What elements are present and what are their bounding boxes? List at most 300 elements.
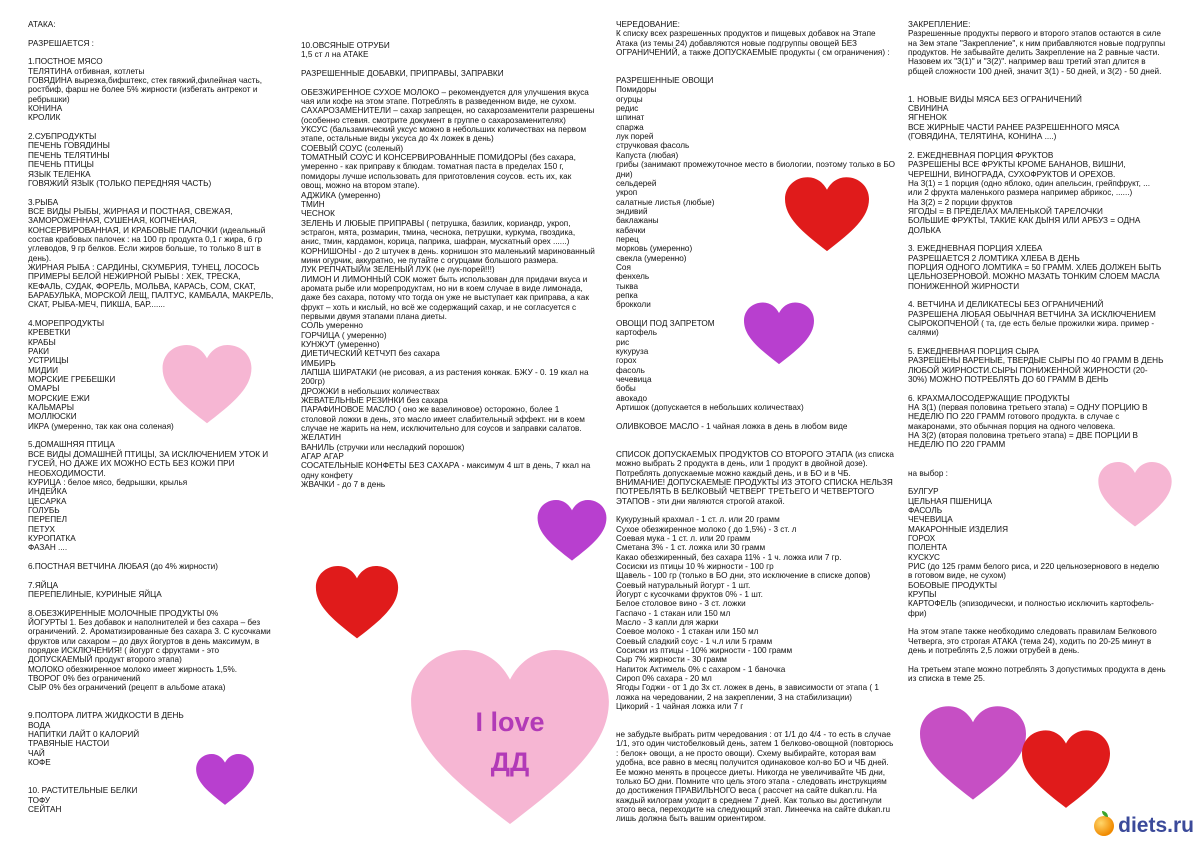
text-line: стручковая фасоль <box>616 141 690 151</box>
text-line <box>28 599 296 608</box>
text-line: одну конфету <box>301 470 353 480</box>
text-line: ребрышки) <box>28 94 70 104</box>
text-line: ЧЕРЕШНИ, ВИНОГРАДА, СУХОФРУКТОВ И ОРЕХОВ. <box>908 169 1116 179</box>
text-line: ПОТРЕБЛЯТЬ В БЕЛКОВЫЙ ЧЕТВЕРГ ТРЕТЬЕГО И ЧЕТВЕРТОГО <box>616 487 875 497</box>
alternation-column <box>616 20 904 824</box>
text-line: ЖЕЛАТИН <box>301 433 342 443</box>
text-line <box>908 291 1174 300</box>
text-line: ВОДА <box>28 720 51 730</box>
text-line: ДРОЖЖИ в небольших количествах <box>301 386 440 396</box>
text-line: 10.ОВСЯНЫЕ ОТРУБИ <box>301 41 390 50</box>
text-line: 1. НОВЫЕ ВИДЫ МЯСА БЕЗ ОГРАНИЧЕНИЙ <box>908 94 1082 104</box>
text-line: 9.ПОЛТОРА ЛИТРА ЖИДКОСТИ В ДЕНЬ <box>28 711 184 721</box>
text-line <box>28 431 296 440</box>
text-line: 2.СУБПРОДУКТЫ <box>28 132 97 142</box>
text-line: КОНИНА <box>28 104 63 114</box>
text-line: Ягоды Годжи - от 1 до 3х ст. ложек в день, в зависимости от этапа ( 1 <box>616 683 879 693</box>
text-line: Масло - 3 капли для жарки <box>616 618 719 627</box>
text-line: ПЕЧЕНЬ ГОВЯДИНЫ <box>28 141 110 151</box>
text-line: чая или кофе на этом этапе. Потреблять в разведенном виде, не сухом. <box>301 97 577 107</box>
text-line <box>908 450 1174 459</box>
love-line-1: I love <box>475 707 545 737</box>
text-line: ОВОЩИ ПОД ЗАПРЕТОМ <box>616 319 715 328</box>
text-line: ЖВАЧКИ - до 7 в день <box>301 480 386 490</box>
text-line: НА 3(2) (вторая половина третьего этапа) = ДВЕ ПОРЦИИ В <box>908 431 1138 441</box>
text-line: ОЛИВКОВОЕ МАСЛО - 1 чайная ложка в день в любом виде <box>616 421 848 431</box>
text-line: шпинат <box>616 113 645 123</box>
logo-text: diets.ru <box>1118 814 1194 837</box>
text-line: КАРТОФЕЛЬ (эпизодически, и полностью исключить картофель- <box>908 599 1154 609</box>
text-line <box>616 431 904 440</box>
text-line: ФАЗАН .... <box>28 543 68 553</box>
text-line: РАЗРЕШЕННЫЕ ДОБАВКИ, ПРИПРАВЫ, ЗАПРАВКИ <box>301 69 504 79</box>
text-line: 30%) МОЖНО ПОТРЕБЛЯТЬ ДО 60 ГРАММ В ДЕНЬ <box>908 375 1109 385</box>
love-line-2: ДД <box>490 747 530 777</box>
text-line: СЫР 0% без ограничений (рецепт в альбоме атака) <box>28 683 226 693</box>
text-line: КУРОПАТКА <box>28 533 76 543</box>
text-line: ЗАМОРОЖЕННАЯ, СУШЕНАЯ, КОПЧЕНАЯ, <box>28 216 197 226</box>
text-line: ТРАВЯНЫЕ НАСТОИ <box>28 739 110 749</box>
text-line: ростбиф, фарш не более 5% жирности (избегать антрекот и <box>28 85 258 95</box>
text-line: 3.РЫБА <box>28 197 59 207</box>
text-line: удобна, все равно в месяц получится одинаковое кол-во БО и ЧБ дней. <box>616 758 889 768</box>
text-line: ЦЕЛЬНАЯ ПШЕНИЦА <box>908 496 992 506</box>
text-line: ПЕРЕПЕЛИНЫЕ, КУРИНЫЕ ЯЙЦА <box>28 589 162 599</box>
text-line: 8.ОБЕЗЖИРЕННЫЕ МОЛОЧНЫЕ ПРОДУКТЫ 0% <box>28 608 219 618</box>
text-line: Разрешенные продукты первого и второго этапов остаются в силе <box>908 29 1161 39</box>
text-line: КАЛЬМАРЫ <box>28 403 74 413</box>
text-line: дни) <box>616 169 633 179</box>
text-line: ВСЕ ВИДЫ РЫБЫ, ЖИРНАЯ И ПОСТНАЯ, СВЕЖАЯ, <box>28 206 233 216</box>
text-line: на выбор : <box>908 468 948 478</box>
text-line: (ГОВЯДИНА, ТЕЛЯТИНА, КОНИНА ....) <box>908 132 1057 142</box>
text-line: ПАРАФИНОВОЕ МАСЛО ( оно же вазелиновое) осторожно, более 1 <box>301 405 560 415</box>
text-line: ТОМАТНЫЙ СОУС И КОНСЕРВИРОВАННЫЕ ПОМИДОРЫ (без сахара, <box>301 153 576 163</box>
text-line: Соевый сладкий соус - 1 ч.л или 5 грамм <box>616 636 773 646</box>
text-line: Соевое молоко - 1 стакан или 150 мл <box>616 627 759 637</box>
text-line <box>28 123 296 132</box>
text-line: Соя <box>616 262 631 272</box>
text-line: до достижения ПРАВИЛЬНОГО веса ( рассчет на сайте dukan.ru. На <box>616 786 877 796</box>
text-line: На 3(1) = 1 порция (одно яблоко, один апельсин, грейпфрукт, ... <box>908 178 1151 188</box>
text-line: ПОНИЖЕННОЙ ЖИРНОСТИ <box>908 281 1020 291</box>
text-line: 6.ПОСТНАЯ ВЕТЧИНА ЛЮБАЯ (до 4% жирности) <box>28 561 218 571</box>
text-line: состав крабовых палочек : на 100 гр продукта 0,1 г жира, 6 гр <box>28 234 263 244</box>
heart-icon <box>535 500 609 562</box>
text-line: Сироп 0% сахара - 20 мл <box>616 674 712 684</box>
text-line: КРУПЫ <box>908 589 937 599</box>
text-line: КУСКУС <box>908 552 940 562</box>
text-line: ЦЕСАРКА <box>28 496 67 506</box>
text-line: макаронами, это обычная порция на одного человека. <box>908 421 1116 431</box>
text-line: ложка на чередовании, 2 на закреплении, 3 на стабилизации) <box>616 692 852 702</box>
text-line: КУРИЦА : белое мясо, бедрышки, крылья <box>28 477 188 487</box>
text-line: Гаспачо - 1 стакан или 150 мл <box>616 608 731 618</box>
text-line <box>28 571 296 580</box>
text-line: чечевица <box>616 375 652 385</box>
text-line: ЛУК РЕПЧАТЫЙ/и ЗЕЛЕНЫЙ ЛУК (не лук-порей!!!) <box>301 265 495 275</box>
text-line: НА 3(1) (первая половина третьего этапа) = ОДНУ ПОРЦИЮ В <box>908 403 1148 413</box>
text-line: рис <box>616 337 630 347</box>
text-line: ГОВЯДИНА вырезка,бифштекс, стек гвяжий,филейная часть, <box>28 76 263 86</box>
text-line: овощ, можно на втором этапе). <box>301 181 420 191</box>
text-line <box>301 78 595 87</box>
text-line: Ее можно менять в процессе диеты. Никогда не увеличивайте ЧБ дни, <box>616 767 886 777</box>
apple-icon <box>1094 816 1114 836</box>
text-line: ПЕРЕПЕЛ <box>28 515 67 525</box>
text-line: ЙОГУРТЫ 1. Без добавок и наполнителей и без сахара – без <box>28 618 261 627</box>
text-line: Капуста (любая) <box>616 150 679 160</box>
text-line: ОМАРЫ <box>28 384 60 394</box>
text-line: огурцы <box>616 94 643 104</box>
text-line: продуктов. Не забывайте делить Закрепление на 2 равные части. <box>908 48 1160 58</box>
text-line: ГОРОХ <box>908 533 936 543</box>
text-line: первыми двумя этапами плана диеты. <box>301 311 447 321</box>
text-line: горох <box>616 356 637 366</box>
text-line: На третьем этапе можно потреблять 3 допустимых продукта в день <box>908 664 1166 674</box>
text-line: 7.ЯЙЦА <box>28 580 59 590</box>
text-line: 4.МОРЕПРОДУКТЫ <box>28 319 105 328</box>
text-line: ЛАПША ШИРАТАКИ (не рисовая, а из растения конжак. БЖУ - 0. 19 ккал на <box>301 368 589 378</box>
text-line: эстрагон, мята, розмарин, тмина, чеснока, петрушки, куркума, гвоздика, <box>301 227 576 237</box>
text-line <box>908 85 1174 94</box>
text-line: (особенно стевия. смотрите документ в группе о сахарозаменителях) <box>301 115 566 125</box>
text-line <box>301 60 595 69</box>
text-line: Йогурт с кусочками фруктов 0% - 1 шт. <box>616 589 763 599</box>
text-line: грибы (занимают промежуточное место в биологии, поэтому только в БО <box>616 160 896 170</box>
text-line: салями) <box>908 328 939 338</box>
text-line: МИДИИ <box>28 365 59 375</box>
text-line: Сосиски из птицы 10 % жирности - 100 гр <box>616 561 774 571</box>
consolidation-column <box>908 20 1174 683</box>
text-line: каждый килограм уходит в среднем 7 дней. Как только вы достигнули <box>616 795 882 805</box>
text-line: 2. ЕЖЕДНЕВНАЯ ПОРЦИЯ ФРУКТОВ <box>908 150 1054 160</box>
text-line: углеводов, 9 гр белков. Если жиров больше, то только 8 шт в <box>28 244 261 254</box>
text-line: МОЛЛЮСКИ <box>28 412 77 422</box>
heart-icon <box>158 345 256 425</box>
text-line: ПРИМЕРЫ БЕЛОЙ НЕЖИРНОЙ РЫБЫ : ХЕК, ТРЕСКА, <box>28 272 241 282</box>
text-line: ВНИМАНИЕ! ДОПУСКАЕМЫЕ ПРОДУКТЫ ИЗ ЭТОГО СПИСКА НЕЛЬЗЯ <box>616 477 893 487</box>
text-line: Сыр 7% жирности - 30 грамм <box>616 655 727 665</box>
text-line: из списка в теме 25. <box>908 674 986 684</box>
text-line: ВСЕ ЖИРНЫЕ ЧАСТИ РАНЕЕ РАЗРЕШЕННОГО МЯСА <box>908 122 1120 132</box>
text-line: ВАНИЛЬ (стручки или несладкий порошок) <box>301 442 465 452</box>
text-line: Потреблять допускаемые можно каждый день, и в БО и в ЧБ. <box>616 468 851 478</box>
text-line: 10. РАСТИТЕЛЬНЫЕ БЕЛКИ <box>28 786 138 796</box>
text-line: 200гр) <box>301 377 325 387</box>
text-line <box>616 412 904 421</box>
text-line: КРЕВЕТКИ <box>28 328 71 338</box>
text-line: 4. ВЕТЧИНА И ДЕЛИКАТЕСЫ БЕЗ ОГРАНИЧЕНИЙ <box>908 300 1104 310</box>
text-line: лишь должна быть вашим ориентиром. <box>616 814 767 824</box>
text-line <box>616 57 904 66</box>
text-line: РАЗРЕШАЕТСЯ : <box>28 38 94 48</box>
text-line: СОЛЬ умеренно <box>301 321 363 331</box>
text-line: НЕДЕЛЮ ПО 220 ГРАММ готового продукта. в случае с <box>908 412 1120 422</box>
text-line: в готовом виде, не сухом) <box>908 571 1006 581</box>
text-line: РАЗРЕШЕННЫЕ ОВОЩИ <box>616 76 714 86</box>
text-line: ЭТАПОВ - эти дни являются строгой атакой. <box>616 496 785 506</box>
love-heart <box>410 650 610 828</box>
text-line: ЦЕЛЬНОЗЕРНОВОЙ. МОЖНО МАЗАТЬ ТОНКИМ СЛОЕМ МАСЛА <box>908 272 1160 282</box>
text-line: На этом этапе также необходимо следовать правилам Белкового <box>908 627 1157 637</box>
text-line: день). <box>28 253 52 263</box>
text-line <box>28 188 296 197</box>
text-line <box>28 553 296 562</box>
text-line: ЯЗЫК ТЕЛЕНКА <box>28 169 91 179</box>
text-line: НЕОБХОДИМОСТИ. <box>28 468 106 478</box>
text-line: Соевая мука - 1 ст. л. или 20 грамм <box>616 533 751 543</box>
text-line: Сухое обезжиренное молоко ( до 1,5%) - 3 ст. л <box>616 524 797 534</box>
text-line: Белое столовое вино - 3 ст. ложки <box>616 599 746 609</box>
text-line <box>908 618 1174 627</box>
text-line: ОГРАНИЧЕНИЙ, а также ДОПУСКАЕМЫЕ продукты ( см ограничения) : <box>616 48 890 58</box>
text-line <box>28 310 296 319</box>
text-line: 5.ДОМАШНЯЯ ПТИЦА <box>28 440 115 450</box>
text-line: не забудьте выбрать ритм чередования : от 1/1 до 4/4 - то есть в случае <box>616 730 891 740</box>
text-line: ЖЕВАТЕЛЬНЫЕ РЕЗИНКИ без сахара <box>301 396 448 406</box>
text-line <box>28 693 296 702</box>
text-line: помидоры лучше использовать для приготовления соусов. есть их, как <box>301 171 572 181</box>
text-line: УКСУС (бальзамический уксус можно в небольших количествах на первом <box>301 125 587 135</box>
text-line: РАЗРЕШЕНЫ ВСЕ ФРУКТЫ КРОМЕ БАНАНОВ, ВИШНИ, <box>908 160 1126 170</box>
text-line: МОРСКИЕ ЕЖИ <box>28 393 90 403</box>
text-line: ПЕЧЕНЬ ТЕЛЯТИНЫ <box>28 150 110 160</box>
text-line: спаржа <box>616 122 644 132</box>
text-line: БАРАБУЛЬКА, МОРСКОЙ ЛЕЩ, ПАЛТУС, КАМБАЛА, МАКРЕЛЬ, <box>28 290 274 300</box>
heart-icon <box>1022 726 1110 814</box>
text-line: ЯГОДЫ = В ПРЕДЕЛАХ МАЛЕНЬКОЙ ТАРЕЛОЧКИ <box>908 206 1103 216</box>
text-line: фри) <box>908 608 927 618</box>
text-line: ЧЕРЕДОВАНИЕ: <box>616 20 680 29</box>
text-line: 1,5 ст л на АТАКЕ <box>301 50 369 60</box>
text-line: МОЛОКО обезжиренное молоко имеет жирность 1,5%. <box>28 664 238 674</box>
text-line: тыква <box>616 281 639 291</box>
text-line: СКАТ, РЫБА-МЕЧ, ПИКША, БАР....... <box>28 300 166 310</box>
text-line: ФАСОЛЬ <box>908 505 943 515</box>
text-line: КУНЖУТ (умеренно) <box>301 340 380 349</box>
text-line: КОФЕ <box>28 758 51 768</box>
text-line: картофель <box>616 328 657 338</box>
text-line: 5. ЕЖЕДНЕВНАЯ ПОРЦИЯ СЫРА <box>908 347 1039 357</box>
text-line <box>908 141 1174 150</box>
text-line: Цикорий - 1 чайная ложка или 7 г <box>616 702 744 712</box>
text-line: СВИНИНА <box>908 104 949 114</box>
text-line: ОБЕЗЖИРЕННОЕ СУХОЕ МОЛОКО – рекомендуется для улучшения вкуса <box>301 87 589 97</box>
text-line: авокадо <box>616 393 648 403</box>
text-line: ИНДЕЙКА <box>28 487 67 497</box>
text-line: рбщей сложности 100 дней, значит 3(1) - 50 дней, и 3(2) - 50 дней. <box>908 66 1162 76</box>
text-line: СПИСОК ДОПУСКАЕМЫХ ПРОДУКТОВ СО ВТОРОГО ЭТАПА (из списка <box>616 449 894 459</box>
text-line: 1.ПОСТНОЕ МЯСО <box>28 57 103 67</box>
heart-icon <box>785 173 869 257</box>
heart-icon <box>744 302 814 366</box>
text-line: РАЗРЕШЕНА ЛЮБАЯ ОБЫЧНАЯ ВЕТЧИНА ЗА ИСКЛЮЧЕНИЕМ <box>908 309 1156 319</box>
text-line: СОСАТЕЛЬНЫЕ КОНФЕТЫ БЕЗ САХАРА - максимум 4 шт в день, 7 ккал на <box>301 461 591 471</box>
text-line: бобы <box>616 384 636 394</box>
text-line: УСТРИЦЫ <box>28 356 69 366</box>
text-line: ЗЕЛЕНЬ И ЛЮБЫЕ ПРИПРАВЫ ( петрушка, базилик, кориандр, укроп, <box>301 218 571 228</box>
text-line: Сосиски из птицы - 10% жирности - 100 грамм <box>616 646 793 656</box>
text-line: СЫРОКОПЧЕНОЙ ( та, где есть белые прожилки жира. пример - <box>908 319 1155 328</box>
text-line: лук порей <box>616 132 654 142</box>
text-line: только БО дни. Помните что цель этого этапа - следовать инструкциям <box>616 776 887 786</box>
text-line: СЕЙТАН <box>28 804 62 814</box>
text-line <box>616 721 904 730</box>
text-line <box>616 440 904 449</box>
text-line <box>616 711 904 720</box>
text-line: АГАР АГАР <box>301 452 344 462</box>
text-line: ВСЕ ВИДЫ ДОМАШНЕЙ ПТИЦЫ, ЗА ИСКЛЮЧЕНИЕМ УТОК И <box>28 449 269 459</box>
text-line: порядке ИСКЛЮЧЕНИЯ! ( йогурт с фруктами - это <box>28 646 220 656</box>
text-line: ЗАКРЕПЛЕНИЕ: <box>908 20 971 29</box>
text-line: Соевый натуральный йогурт - 1 шт. <box>616 580 751 590</box>
text-line <box>28 702 296 711</box>
text-line: ЛЮБОЙ ЖИРНОСТИ.СЫРЫ ПОНИЖЕННОЙ ЖИРНОСТИ (20- <box>908 365 1148 375</box>
text-line: ЖИРНАЯ РЫБА : САРДИНЫ, СКУМБРИЯ, ТУНЕЦ, ЛОСОСЬ <box>28 262 260 272</box>
text-line: ГОРЧИЦА ( умеренно) <box>301 330 387 340</box>
text-line: Кукурузный крахмал - 1 ст. л. или 20 грамм <box>616 515 780 525</box>
text-line: морковь (умеренно) <box>616 244 693 254</box>
text-line: ЧЕСНОК <box>301 209 335 219</box>
text-line: ДОЛЬКА <box>908 225 941 235</box>
text-line <box>28 48 296 57</box>
text-line: фенхель <box>616 272 650 282</box>
text-line: Назовем их "3(1)" и "3(2)". например ваш третий этап длится в <box>908 57 1146 67</box>
text-line: укроп <box>616 188 638 198</box>
text-line <box>908 384 1174 393</box>
heart-icon <box>313 566 401 640</box>
text-line: ГОВЯЖИЙ ЯЗЫК (ТОЛЬКО ПЕРЕДНЯЯ ЧАСТЬ) <box>28 178 212 188</box>
text-line: ЧЕЧЕВИЦА <box>908 515 953 525</box>
text-line <box>908 338 1174 347</box>
text-line: САХАРОЗАМЕНИТЕЛИ – сахар запрещен, но сахарозаменители разрешены <box>301 106 595 116</box>
text-line: свекла (умеренно) <box>616 253 687 263</box>
text-line: кукуруза <box>616 347 649 357</box>
text-line: эндивий <box>616 206 648 216</box>
text-line <box>908 76 1174 85</box>
text-line: НАПИТКИ ЛАЙТ 0 КАЛОРИЙ <box>28 730 140 740</box>
text-line: ПОЛЕНТА <box>908 543 948 553</box>
text-line: : белок+ овощи, а не просто овощи). Схему выбирайте, которая вам <box>616 748 876 758</box>
text-line <box>908 655 1174 664</box>
text-line: НЕДЕЛЮ ПО 220 ГРАММ <box>908 440 1006 450</box>
text-line: БОБОВЫЕ ПРОДУКТЫ <box>908 580 997 590</box>
text-line: Артишок (допускается в небольших количествах) <box>616 403 804 413</box>
text-line: КОРНИШОНЫ - до 2 штучек в день. корнишон это маленький маринованный <box>301 246 595 256</box>
text-line: Четверга, это строгая АТАКА (тема 24), ходить по 20-25 минут в <box>908 636 1152 646</box>
text-line: можно выбрать 2 продукта в день, или 1 продукт в двойной дозе). <box>616 459 868 469</box>
text-line: ЯГНЕНОК <box>908 113 947 123</box>
text-line: РИС (до 125 грамм белого риса, и 220 цельнозернового в неделю <box>908 561 1160 571</box>
text-line: Помидоры <box>616 85 657 95</box>
text-line: БОЛЬШИЕ ФРУКТЫ, ТАКИЕ КАК ДЫНЯ ИЛИ АРБУЗ = ОДНА <box>908 216 1141 226</box>
text-line: АТАКА: <box>28 20 56 29</box>
text-line: кабачки <box>616 225 646 235</box>
text-line: случае не жарить на нем, исключительно для соусов и заправки салатов. <box>301 424 582 434</box>
text-line: 1/1, это один чистобелковый день, затем 1 белково-овощной (повторюсь <box>616 739 894 749</box>
text-line: ПОРЦИЯ ОДНОГО ЛОМТИКА = 50 ГРАММ. ХЛЕБ ДОЛЖЕН БЫТЬ <box>908 262 1162 272</box>
text-line: ЛИМОН И ЛИМОННЫЙ СОК может быть использован для придачи вкуса и <box>301 274 588 284</box>
text-line: мини огурчик, аккуратно, не путайте с огурцами большого размера. <box>301 255 559 265</box>
text-line: ЧАЙ <box>28 748 45 758</box>
text-line: ГУСЕЙ, НО ДАЖЕ ИХ МОЖНО ЕСТЬ БЕЗ КОЖИ ПРИ <box>28 459 235 469</box>
text-line <box>908 235 1174 244</box>
text-line: КЕФАЛЬ, СУДАК, ФОРЕЛЬ, МОЛЬВА, КАРАСЬ, СОМ, СКАТ, <box>28 281 256 291</box>
text-line: РАЗРЕШЕНЫ ВАРЕНЫЕ, ТВЕРДЫЕ СЫРЫ ПО 40 ГРАММ В ДЕНЬ <box>908 356 1164 366</box>
text-line <box>616 67 904 76</box>
text-line: фрукт – хоть и кислый, но всё же содержащий сахар, и не согласуется с <box>301 302 577 312</box>
text-line: фруктов или сахаром – до двух йогуртов в день максимум, в <box>28 636 260 646</box>
text-line: МАКАРОННЫЕ ИЗДЕЛИЯ <box>908 524 1008 534</box>
text-line: 3. ЕЖЕДНЕВНАЯ ПОРЦИЯ ХЛЕБА <box>908 244 1043 254</box>
text-line: на 3ем этапе "Закрепление", к ним прибавляются новые подгруппы <box>908 38 1166 48</box>
text-line: умеренно - как приправу к блюдам. томатная паста в пределах 150 г, <box>301 162 564 172</box>
text-line: ИМБИРЬ <box>301 358 336 368</box>
text-line: этого веса, переходите на следующий этап. Линеечка на сайте dukan.ru <box>616 804 891 814</box>
text-line: салатные листья (любые) <box>616 197 715 207</box>
text-line: АДЖИКА (умеренно) <box>301 190 381 200</box>
text-line: ТВОРОГ 0% без ограничений <box>28 674 141 684</box>
text-line: день и потреблять 2,5 ложки отрубей в день. <box>908 646 1080 656</box>
text-line: ДОПУСКАЕМЫЙ продукт второго этапа) <box>28 655 182 665</box>
text-line <box>616 506 904 515</box>
text-line: аромата рыбе или морепродуктам, но ни в коем случае в виде лимонада, <box>301 283 583 293</box>
text-line: ПЕТУХ <box>28 524 56 534</box>
text-line: ПЕЧЕНЬ ПТИЦЫ <box>28 160 94 170</box>
text-line: РАКИ <box>28 347 50 357</box>
text-line: Какао обезжиренный, без сахара 11% - 1 ч. ложка или 7 гр. <box>616 552 842 562</box>
text-line: ГОЛУБЬ <box>28 505 60 515</box>
text-line: На 3(2) = 2 порции фруктов <box>908 197 1013 207</box>
text-line: ограничений. 2. Ароматизированные без сахара 3. С кусочками <box>28 627 271 637</box>
text-line: ТЕЛЯТИНА отбивная, котлеты <box>28 66 145 76</box>
additives-column <box>301 41 595 490</box>
text-line: 6. КРАХМАЛОСОДЕРЖАЩИЕ ПРОДУКТЫ <box>908 393 1070 403</box>
text-line: ТМИН <box>301 199 325 209</box>
text-line: фасоль <box>616 365 645 375</box>
text-line: СОЕВЫЙ СОУС (соленый) <box>301 143 404 153</box>
text-line: Напиток Актимель 0% с сахаром - 1 баночка <box>616 664 786 674</box>
text-line: этапе, остальные виды уксуса до 4х ложек в день) <box>301 134 494 144</box>
text-line: брокколи <box>616 300 651 310</box>
heart-icon <box>920 706 1026 802</box>
text-line: ДИЕТИЧЕСКИЙ КЕТЧУП без сахара <box>301 349 440 359</box>
heart-icon <box>1098 462 1172 528</box>
text-line: КРОЛИК <box>28 113 61 123</box>
site-logo[interactable] <box>1094 814 1194 838</box>
text-line: КОНСЕРВИРОВАННАЯ, И КРАБОВЫЕ ПАЛОЧКИ (идеальный <box>28 225 266 235</box>
text-line: столовой ложки в день, это масло имеет слабительный эффект. ни в коем <box>301 414 585 424</box>
text-line: МОРСКИЕ ГРЕБЕШКИ <box>28 375 116 385</box>
text-line: КРАБЫ <box>28 337 56 347</box>
text-line <box>28 29 296 38</box>
text-line: сельдерей <box>616 178 657 188</box>
text-line: Атака (из темы 24) добавляются новые подгруппы овощей БЕЗ <box>616 38 857 48</box>
text-line: Сметана 3% - 1 ст. ложка или 30 грамм <box>616 543 766 553</box>
text-line: анис, тмин, кардамон, корица, паприка, шафран, мускатный орех ......) <box>301 237 570 247</box>
text-line: перец <box>616 234 639 244</box>
text-line: даже без сахара, потому что тогда он уже не выступает как приправа, а как <box>301 293 589 303</box>
text-line: ТОФУ <box>28 795 51 805</box>
heart-icon <box>193 754 257 806</box>
text-line: БУЛГУР <box>908 487 939 497</box>
text-line: РАЗРЕШАЕТСЯ 2 ЛОМТИКА ХЛЕБА В ДЕНЬ <box>908 253 1080 263</box>
text-line: баклажаны <box>616 216 659 226</box>
text-line: репка <box>616 290 638 300</box>
text-line: ИКРА (умеренно, так как она соленая) <box>28 421 174 431</box>
text-line: редис <box>616 104 639 114</box>
